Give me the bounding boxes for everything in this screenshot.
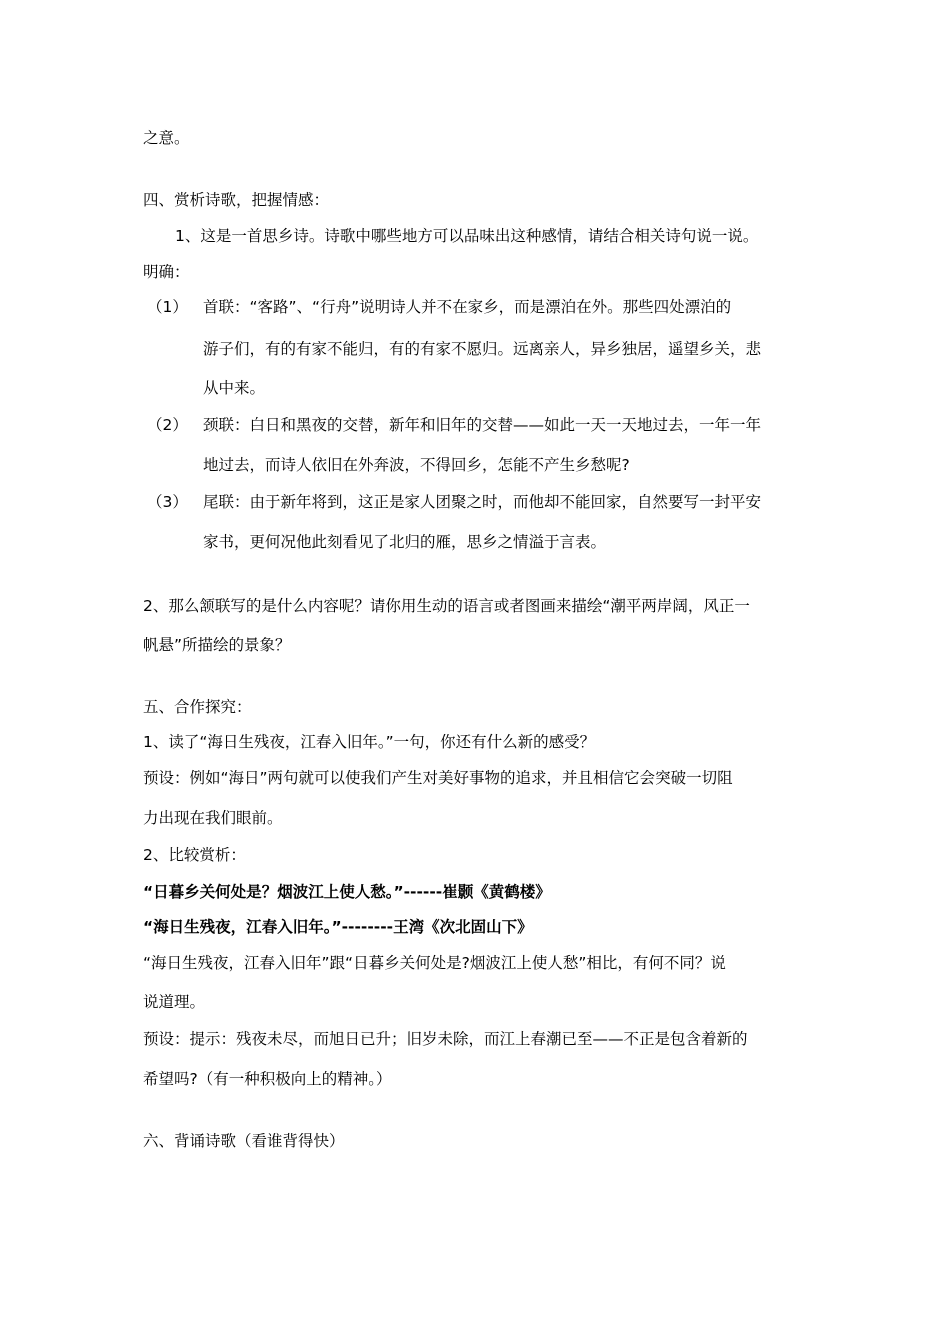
section4-question2-line-2: 帆悬”所描绘的景象？ — [143, 636, 291, 654]
point-1-number: （1） — [147, 298, 188, 316]
answer-label: 明确： — [143, 263, 190, 281]
quote-huanghelou: “日暮乡关何处是？烟波江上使人愁。”------崔颢《黄鹤楼》 — [143, 883, 551, 901]
compare-line-2: 说道理。 — [143, 993, 206, 1011]
section4-question2-line-1: 2、那么颔联写的是什么内容呢？请你用生动的语言或者图画来描绘“潮平两岸阔，风正一 — [143, 597, 750, 615]
compare-line-1: “海日生残夜，江春入旧年”跟“日暮乡关何处是?烟波江上使人愁”相比，有何不同？说 — [143, 954, 726, 972]
point-3-line-2: 家书，更何况他此刻看见了北归的雁，思乡之情溢于言表。 — [203, 533, 607, 551]
section5-heading: 五、合作探究： — [143, 698, 252, 716]
section5-preset2-line-1: 预设：提示：残夜未尽，而旭日已升；旧岁未除，而江上春潮已至——不正是包含着新的 — [143, 1030, 748, 1048]
section5-question1: 1、读了“海日生残夜，江春入旧年。”一句，你还有什么新的感受？ — [143, 733, 596, 751]
point-3-number: （3） — [147, 493, 188, 511]
intro-tail-text: 之意。 — [143, 129, 190, 147]
point-1-line-1: 首联：“客路”、“行舟”说明诗人并不在家乡，而是漂泊在外。那些四处漂泊的 — [203, 298, 732, 316]
point-1-line-2: 游子们，有的有家不能归，有的有家不愿归。远离亲人，异乡独居，遥望乡关，悲 — [203, 340, 762, 358]
point-2-line-1: 颈联：白日和黑夜的交替，新年和旧年的交替——如此一天一天地过去，一年一年 — [203, 416, 762, 434]
section5-question2: 2、比较赏析： — [143, 846, 246, 864]
point-1-line-3: 从中来。 — [203, 379, 266, 397]
point-3-line-1: 尾联：由于新年将到，这正是家人团聚之时，而他却不能回家，自然要写一封平安 — [203, 493, 762, 511]
section6-heading: 六、背诵诗歌（看谁背得快） — [143, 1132, 345, 1150]
section5-preset1-line-1: 预设：例如“海日”两句就可以使我们产生对美好事物的追求，并且相信它会突破一切阻 — [143, 769, 733, 787]
section5-preset2-line-2: 希望吗?（有一种积极向上的精神。） — [143, 1070, 392, 1088]
point-2-number: （2） — [147, 416, 188, 434]
section4-heading: 四、赏析诗歌，把握情感： — [143, 191, 330, 209]
section4-question1: 1、这是一首思乡诗。诗歌中哪些地方可以品味出这种感情，请结合相关诗句说一说。 — [175, 227, 759, 245]
point-2-line-2: 地过去，而诗人依旧在外奔波，不得回乡，怎能不产生乡愁呢? — [203, 456, 630, 474]
section5-preset1-line-2: 力出现在我们眼前。 — [143, 809, 283, 827]
quote-cibeigushanxia: “海日生残夜，江春入旧年。”--------王湾《次北固山下》 — [143, 918, 533, 936]
